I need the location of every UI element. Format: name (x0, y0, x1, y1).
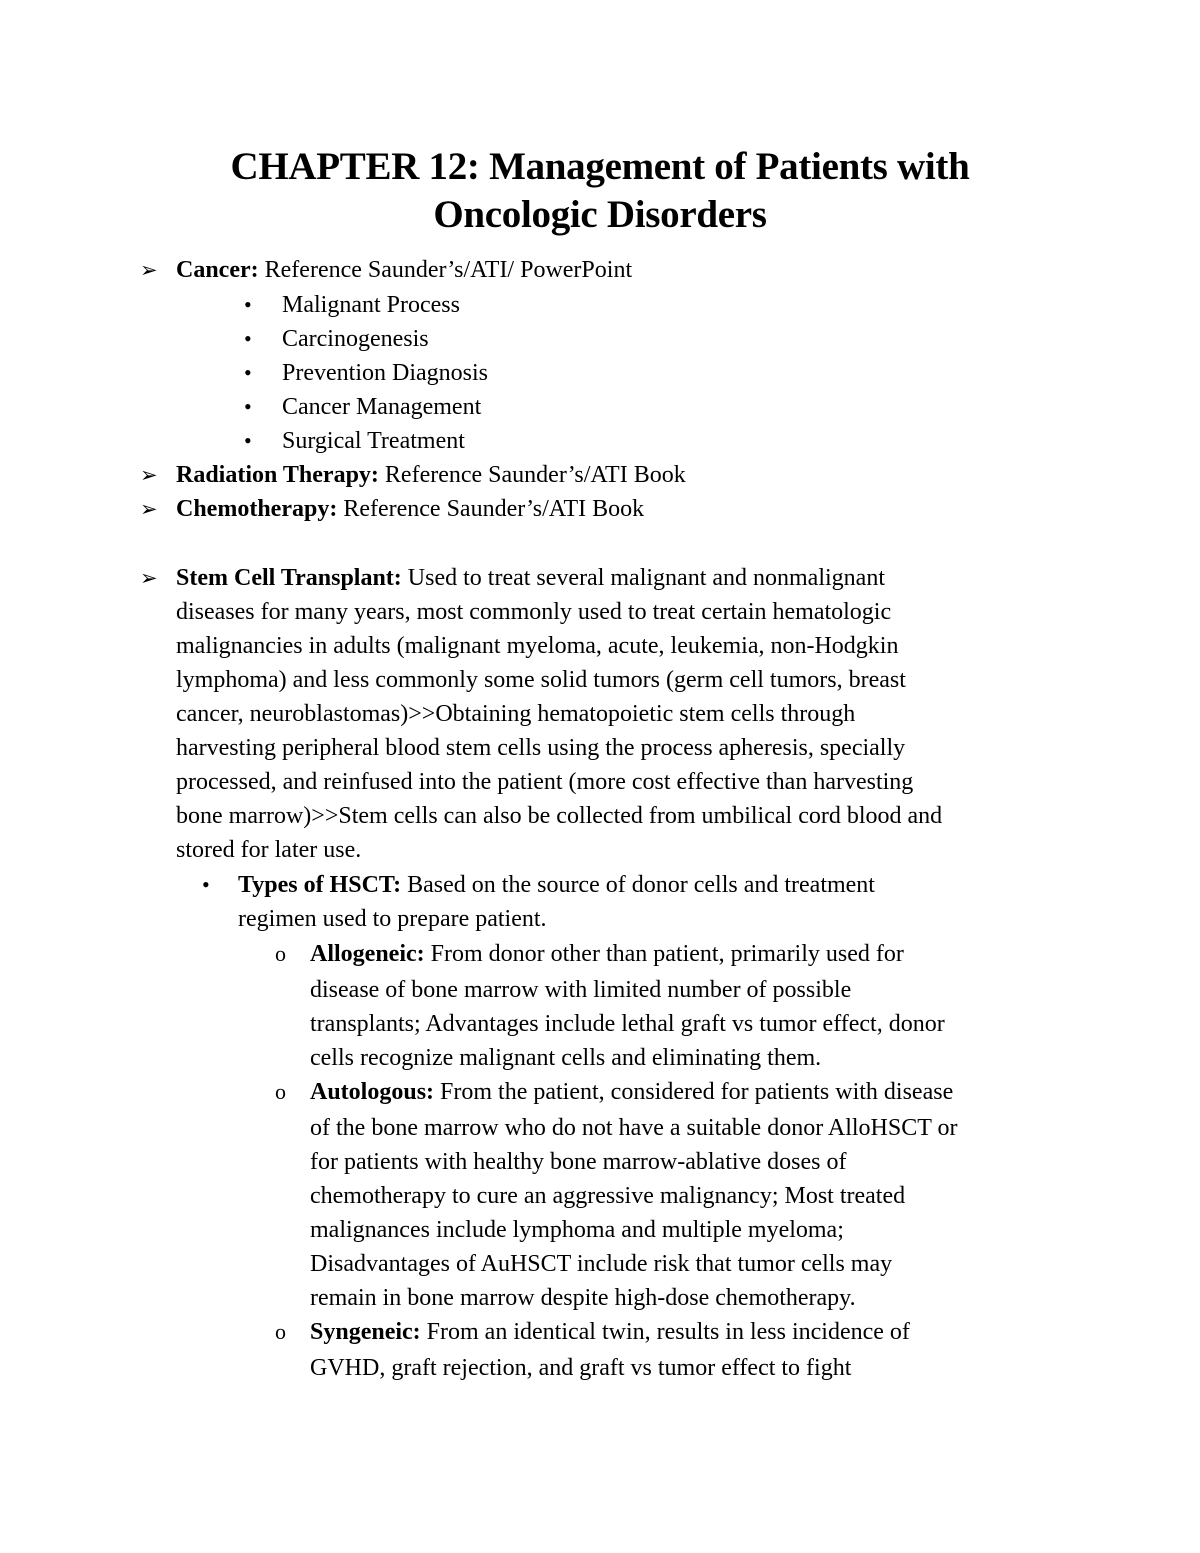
bullet-icon: • (244, 326, 252, 351)
arrow-bullet-icon: ➢ (140, 258, 158, 282)
hsct-first-line: Based on the source of donor cells and treatment (401, 872, 875, 898)
bullet-icon: • (244, 292, 252, 317)
hsct-heading (238, 868, 875, 902)
syngeneic-heading (310, 1315, 910, 1349)
radiation-text: Reference Saunder’s/ATI Book (378, 462, 686, 488)
bullet-icon: • (244, 360, 252, 385)
cancer-item: Surgical Treatment (282, 428, 465, 454)
cancer-item: Carcinogenesis (282, 326, 429, 352)
stem-cell-line: harvesting peripheral blood stem cells using the process apheresis, specially (176, 735, 906, 761)
stem-cell-label: Stem Cell Transplant: (176, 565, 402, 591)
stem-cell-line: bone marrow)>>Stem cells can also be collected from umbilical cord blood and (176, 803, 943, 829)
arrow-bullet-icon: ➢ (140, 497, 158, 521)
cancer-item: Cancer Management (282, 394, 482, 420)
allogeneic-first-line: From donor other than patient, primarily used for (424, 941, 904, 967)
chapter-title (100, 143, 1100, 239)
syngeneic-label: Syngeneic: (310, 1319, 421, 1345)
cancer-item: Malignant Process (282, 292, 460, 318)
autologous-label: Autologous: (310, 1079, 435, 1105)
stem-cell-heading (176, 561, 885, 595)
allogeneic-label: Allogeneic: (310, 941, 425, 967)
bullet-icon: • (202, 872, 210, 897)
autologous-line: malignances include lymphoma and multiple myeloma; (310, 1217, 844, 1243)
stem-cell-line: stored for later use. (176, 837, 362, 863)
autologous-line: for patients with healthy bone marrow-ablative doses of (310, 1149, 847, 1175)
autologous-line: Disadvantages of AuHSCT include risk that tumor cells may (310, 1251, 893, 1277)
syngeneic-first-line: From an identical twin, results in less incidence of (420, 1319, 910, 1345)
allogeneic-line: cells recognize malignant cells and eliminating them. (310, 1045, 822, 1071)
stem-cell-line: lymphoma) and less commonly some solid tumors (germ cell tumors, breast (176, 667, 906, 693)
allogeneic-line: disease of bone marrow with limited number of possible (310, 977, 852, 1003)
allogeneic-heading (310, 937, 904, 971)
stem-cell-first-line: Used to treat several malignant and nonmalignant (401, 565, 885, 591)
cancer-item: Prevention Diagnosis (282, 360, 488, 386)
circle-bullet-icon: o (275, 1079, 286, 1104)
cancer-text: Reference Saunder’s/ATI/ PowerPoint (258, 257, 633, 283)
stem-cell-line: processed, and reinfused into the patient (more cost effective than harvesting (176, 769, 914, 795)
allogeneic-line: transplants; Advantages include lethal graft vs tumor effect, donor (310, 1011, 945, 1037)
cancer-label: Cancer: (176, 257, 259, 283)
hsct-label: Types of HSCT: (238, 872, 402, 898)
autologous-heading (310, 1075, 953, 1109)
chemo-label: Chemotherapy: (176, 496, 338, 522)
circle-bullet-icon: o (275, 941, 286, 966)
autologous-line: of the bone marrow who do not have a suitable donor AlloHSCT or (310, 1115, 958, 1141)
syngeneic-line: GVHD, graft rejection, and graft vs tumor effect to fight (310, 1355, 852, 1381)
arrow-bullet-icon: ➢ (140, 566, 158, 590)
chemo-heading (176, 492, 644, 526)
chapter-title-line-1: CHAPTER 12: Management of Patients with (230, 145, 970, 188)
stem-cell-line: malignancies in adults (malignant myeloma, acute, leukemia, non-Hodgkin (176, 633, 899, 659)
autologous-line: remain in bone marrow despite high-dose chemotherapy. (310, 1285, 856, 1311)
chemo-text: Reference Saunder’s/ATI Book (337, 496, 645, 522)
autologous-first-line: From the patient, considered for patients with disease (434, 1079, 954, 1105)
stem-cell-line: cancer, neuroblastomas)>>Obtaining hematopoietic stem cells through (176, 701, 856, 727)
radiation-heading (176, 458, 686, 492)
cancer-heading (176, 253, 632, 287)
radiation-label: Radiation Therapy: (176, 462, 379, 488)
bullet-icon: • (244, 428, 252, 453)
arrow-bullet-icon: ➢ (140, 463, 158, 487)
stem-cell-line: diseases for many years, most commonly used to treat certain hematologic (176, 599, 892, 625)
chapter-title-line-2: Oncologic Disorders (433, 193, 767, 236)
autologous-line: chemotherapy to cure an aggressive malignancy; Most treated (310, 1183, 906, 1209)
circle-bullet-icon: o (275, 1319, 286, 1344)
hsct-line: regimen used to prepare patient. (238, 906, 547, 932)
bullet-icon: • (244, 394, 252, 419)
